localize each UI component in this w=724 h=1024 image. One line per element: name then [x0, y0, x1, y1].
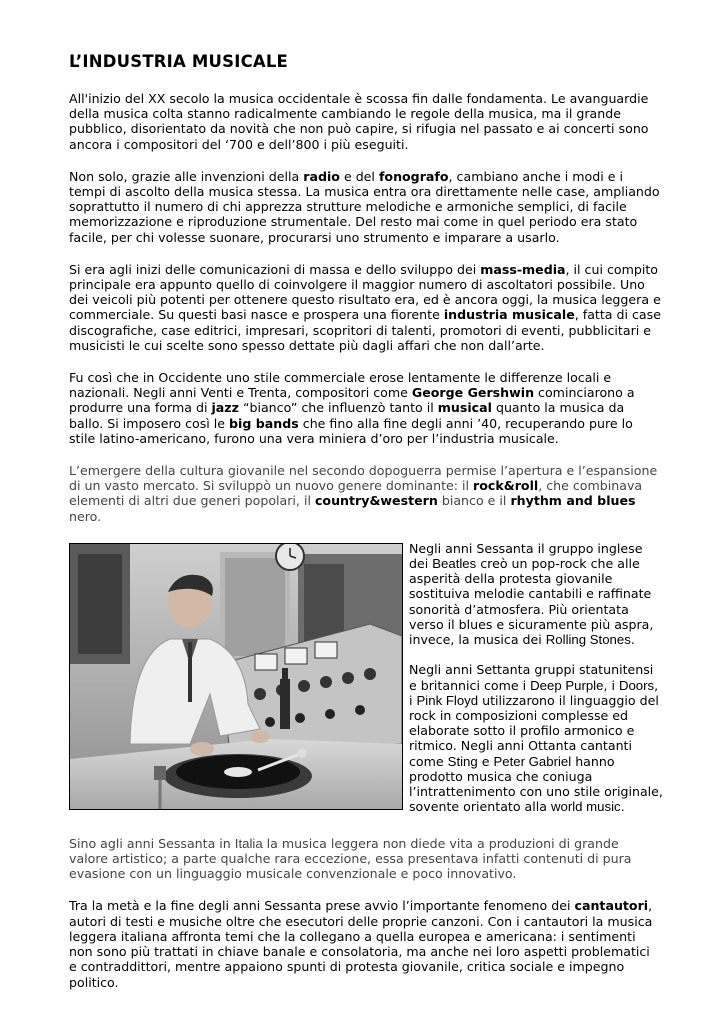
keyword-rocknroll: rock&roll — [473, 478, 539, 494]
name-deep-purple: Deep Purple — [530, 677, 604, 693]
keyword-industria-musicale: industria musicale — [443, 307, 575, 323]
name-peter-gabriel: Peter Gabriel — [493, 753, 572, 769]
name-rolling-stones: Rolling Stones — [545, 632, 631, 648]
keyword-gershwin: George Gershwin — [411, 385, 535, 401]
name-sting: Sting — [447, 753, 478, 769]
name-italia: Italia — [234, 835, 263, 851]
paragraph-rocknroll: L’emergere della cultura giovanile nel secondo dopoguerra permise l’apertura e l’espansione di un vasto mercato. Si sviluppò un nuovo genere dominante: il rock&roll, che combinava elementi di altri due generi popolari, il country&western bianco e il rhythm and blues nero. — [69, 463, 658, 524]
keyword-musical: musical — [437, 400, 492, 416]
paragraph-radio-fonografo: Non solo, grazie alle invenzioni della radio e del fonografo, cambiano anche i modi e i tempi di ascolto della musica stessa. La musica entra ora direttamente nelle case, ampliando soprattutto il numero di chi apprezza strutture melodiche e armoniche semplici, di facile memorizzazione e riproduzione strumentale. Del resto mai come in quel periodo era stato facile, per chi volesse suonare, procurarsi uno strumento e imparare a usarlo. — [69, 168, 660, 245]
paragraph-beatles-stones: Negli anni Sessanta il gruppo inglese dei Beatles creò un pop-rock che alle asperità della protesta giovanile sostituiva melodie cantabili e raffinate sonorità d’atmosfera. Più orientata verso il blues e sicuramente più aspra, invece, la musica dei Rolling Stones. — [409, 540, 654, 648]
name-beatles: Beatles — [432, 556, 477, 572]
keyword-radio: radio — [303, 168, 340, 184]
dj-turntable-photo — [69, 543, 403, 810]
keyword-mass-media: mass-media — [480, 261, 566, 277]
name-world-music: world music — [551, 799, 621, 815]
side-text — [409, 541, 665, 829]
keyword-rhythm-and-blues: rhythm and blues — [510, 493, 636, 509]
paragraph-anni-settanta: Negli anni Settanta gruppi statunitensi e britannici come i Deep Purple, i Doors, i Pink Floyd utilizzarono il linguaggio del rock in composizioni complesse ed elaborate sotto il profilo armonico e ritmico. Negli anni Ottanta cantanti come Sting e Peter Gabriel hanno prodotto musica che coniuga l’intrattenimento con uno stile originale, sovente orientato alla world music. — [409, 662, 663, 815]
keyword-jazz: jazz — [211, 400, 239, 416]
paragraph-italia: Sino agli anni Sessanta in Italia la musica leggera non diede vita a produzioni di grande valore artistico; a parte qualche rara eccezione, essa presentava infatti contenuti di pura evasione con un linguaggio musicale convenzionale e poco innovativo. — [69, 835, 632, 882]
keyword-cantautori: cantautori — [574, 898, 649, 914]
figure-row — [69, 541, 661, 819]
document-page — [69, 52, 661, 1007]
page-title: L’INDUSTRIA MUSICALE — [69, 52, 289, 71]
paragraph-cantautori: Tra la metà e la fine degli anni Sessanta prese avvio l’importante fenomeno dei cantautori, autori di testi e musiche oltre che esecutori delle proprie canzoni. Con i cantautori la musica leggera italiana affronta temi che la collegano a quella europea e americana: i sentimenti non sono più trattati in chiave banale e consolatoria, ma anche nei loro aspetti problematici e contraddittori, mentre appaiono spunti di protesta giovanile, critica sociale e impegno politico. — [69, 898, 653, 990]
paragraph-intro: All'inizio del XX secolo la musica occidentale è scossa fin dalle fondamenta. Le avanguardie della musica colta stanno radicalmente cambiando le regole della musica, ma il grande pubblico, disorientato da novità che non può capire, si rifugia nel passato e ai concerti sono ancora i compositori del ‘700 e dell’800 i più eseguiti. — [69, 91, 649, 152]
paragraph-mass-media: Si era agli inizi delle comunicazioni di massa e dello sviluppo dei mass-media, il cui compito principale era appunto quello di coinvolgere il maggior numero di ascoltatori possibile. Uno dei veicoli più potenti per ottenere questo risultato era, ed è ancora oggi, la musica leggera e commerciale. Su questi basi nasce e prospera una fiorente industria musicale, fatta di case discografiche, case editrici, impresari, scopritori di talenti, promotori di eventi, pubblicitari e musicisti le cui scelte sono spesso dettate più dagli affari che non dall’arte. — [69, 261, 661, 353]
keyword-big-bands: big bands — [229, 415, 299, 431]
keyword-country-western: country&western — [314, 493, 438, 509]
paragraph-occidente: Fu così che in Occidente uno stile commerciale erose lentamente le differenze locali e nazionali. Negli anni Venti e Trenta, compositori come George Gershwin cominciarono a produrre una forma di jazz “bianco” che influenzò tanto il musical quanto la musica da ballo. Si imposero così le big bands che fino alla fine degli anni ’40, recuperando pure lo stile latino-americano, furono una vera miniera d’oro per l’industria musicale. — [69, 370, 635, 446]
name-pink-floyd: Pink Floyd — [416, 692, 479, 708]
name-doors: Doors — [618, 677, 655, 693]
keyword-fonografo: fonografo — [378, 168, 449, 184]
